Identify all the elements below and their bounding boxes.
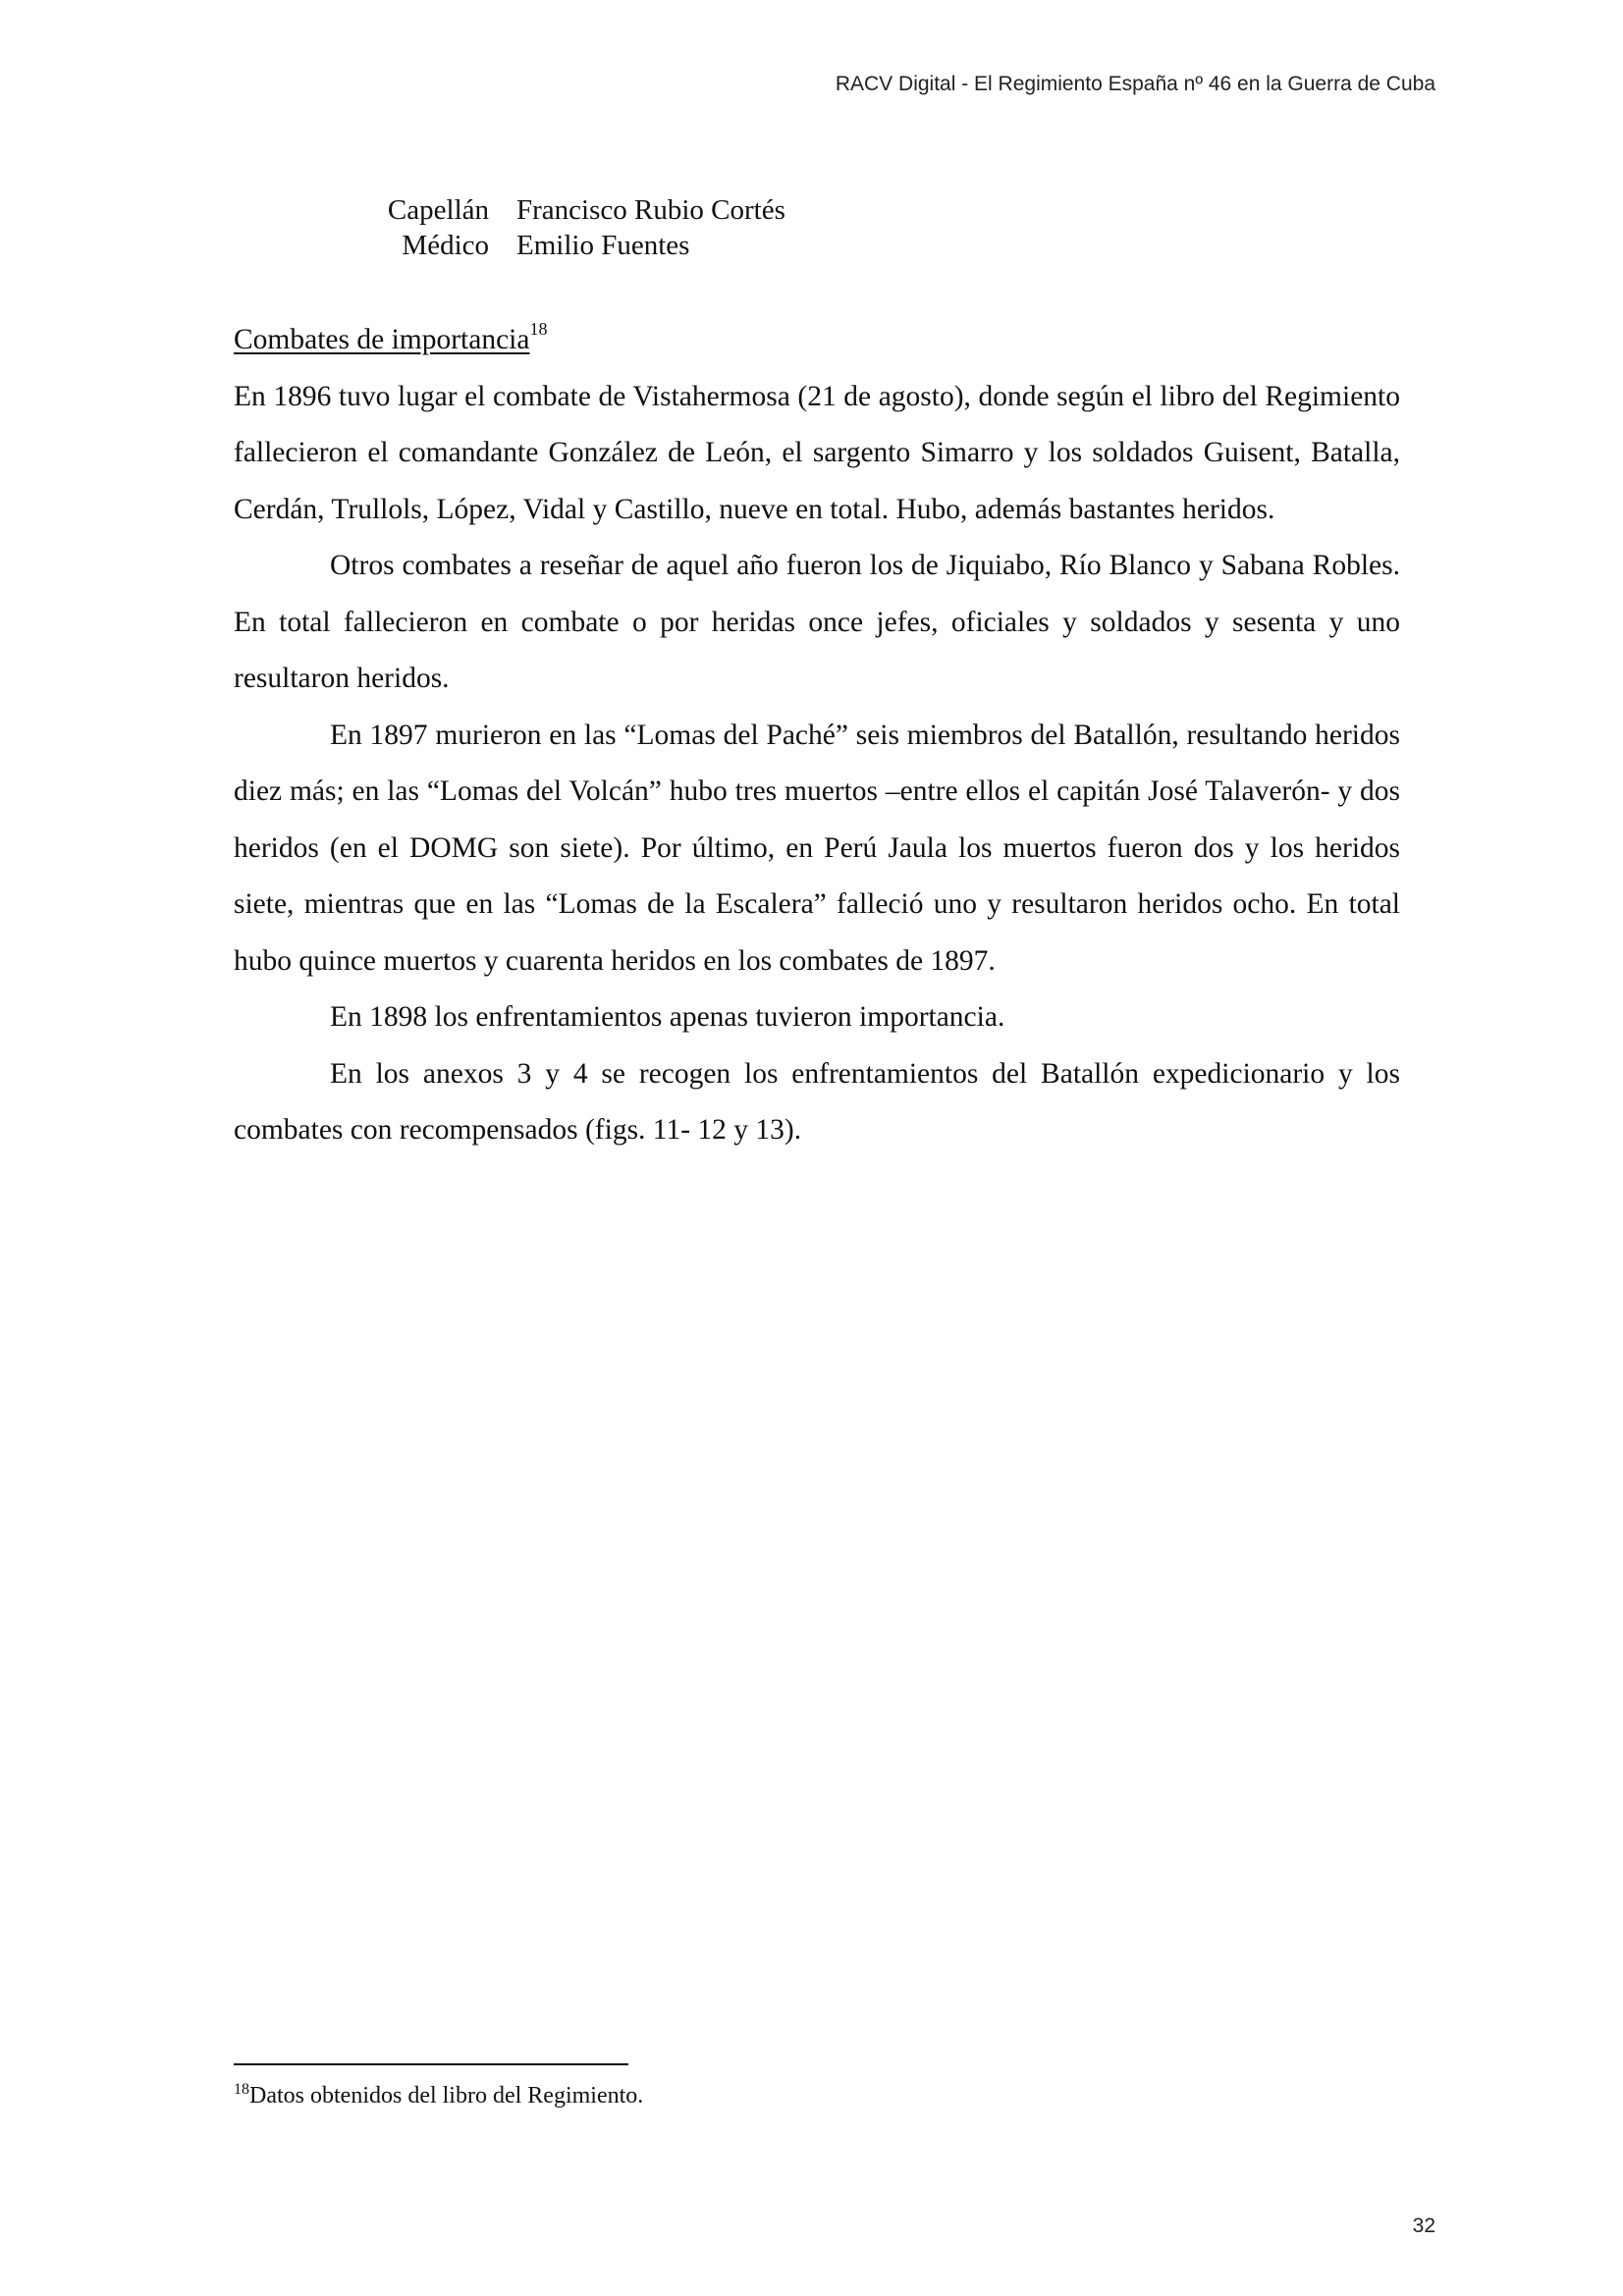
staff-name: Francisco Rubio Cortés xyxy=(516,194,785,226)
footnote-text: Datos obtenidos del libro del Regimiento. xyxy=(249,2083,644,2109)
footnote xyxy=(234,2079,643,2112)
paragraph: En los anexos 3 y 4 se recogen los enfrentamientos del Batallón expedicionario y los combates con recompensados (figs. 11- 12 y 13). xyxy=(234,1057,1400,1146)
staff-row-doctor xyxy=(373,228,785,263)
main-text xyxy=(234,312,1400,1159)
staff-role: Médico xyxy=(402,230,489,261)
running-header: RACV Digital - El Regimiento España nº 46 en la Guerra de Cuba xyxy=(835,73,1435,95)
staff-name: Emilio Fuentes xyxy=(516,230,690,261)
staff-role: Capellán xyxy=(387,194,489,226)
footnote-reference[interactable]: 18 xyxy=(529,319,548,339)
paragraph: En 1896 tuvo lugar el combate de Vistahermosa (21 de agosto), donde según el libro del Regimiento fallecieron el comandante González de León, el sargento Simarro y los soldados Guisent, Batalla, Cerdán, Trullols, López, Vidal y Castillo, nueve en total. Hubo, además bastantes heridos. xyxy=(234,380,1400,525)
paragraph: Otros combates a reseñar de aquel año fueron los de Jiquiabo, Río Blanco y Sabana Robles. En total fallecieron en combate o por heridas once jefes, oficiales y soldados y sesenta y uno resultaron heridos. xyxy=(234,550,1400,694)
paragraph: En 1898 los enfrentamientos apenas tuvieron importancia. xyxy=(330,1001,1005,1033)
staff-list xyxy=(373,192,785,263)
staff-row-chaplain xyxy=(373,192,785,228)
footnote-number: 18 xyxy=(234,2081,249,2098)
paragraph: En 1897 murieron en las “Lomas del Paché” seis miembros del Batallón, resultando heridos diez más; en las “Lomas del Volcán” hubo tres muertos –entre ellos el capitán José Talaverón- y dos heridos (en el DOMG son siete). Por último, en Perú Jaula los muertos fueron dos y los heridos siete, mientras que en las “Lomas de la Escalera” falleció uno y resultaron heridos ocho. En total hubo quince muertos y cuarenta heridos en los combates de 1897. xyxy=(234,719,1400,977)
section-title xyxy=(234,312,1400,369)
page-number: 32 xyxy=(1412,2215,1435,2237)
section-title-text: Combates de importancia xyxy=(234,324,530,355)
footnote-divider xyxy=(234,2063,628,2065)
